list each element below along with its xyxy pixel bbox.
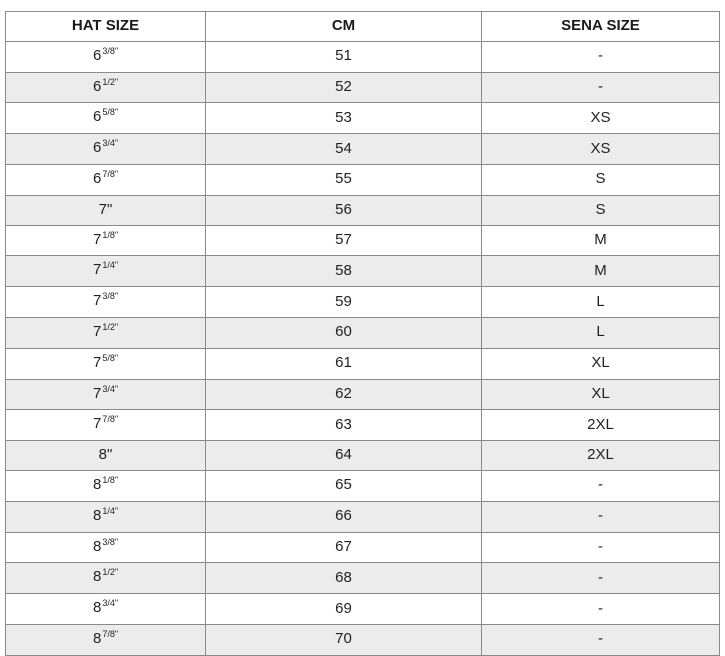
cm-cell: 62 [206,379,482,410]
hat-size-cell [6,624,206,655]
table-row [6,134,720,165]
hat-size-fraction: 1/2" [102,321,119,332]
hat-size-whole: 7 [92,230,102,248]
hat-size-whole: 7 [92,384,102,402]
table-header-row [6,12,720,42]
cm-cell: 53 [206,103,482,134]
hat-size-cell [6,317,206,348]
table-row [6,501,720,532]
table-row [6,225,720,256]
table-row [6,103,720,134]
cm-cell: 57 [206,225,482,256]
hat-size-cell [6,41,206,72]
hat-size-cell [6,348,206,379]
sena-size-cell: 2XL [482,441,720,471]
sena-size-cell: M [482,256,720,287]
hat-size-fraction: 7/8" [102,414,119,425]
hat-size-whole: 7 [92,353,102,371]
sena-size-cell: - [482,624,720,655]
hat-size-fraction: 1/2" [102,76,119,87]
sena-size-cell: L [482,317,720,348]
cm-cell: 58 [206,256,482,287]
hat-size-cell [6,195,206,225]
hat-size-whole: 8 [92,537,102,555]
header-hat-size: HAT SIZE [6,12,206,42]
sena-size-cell: - [482,594,720,625]
hat-size-whole: 8 [92,506,102,524]
hat-size-whole: 8" [98,446,113,464]
table-row [6,532,720,563]
sena-size-cell: M [482,225,720,256]
cm-cell: 52 [206,72,482,103]
hat-size-whole: 6 [92,77,102,95]
table-row [6,72,720,103]
sena-size-cell: - [482,501,720,532]
cm-cell: 55 [206,164,482,195]
table-row [6,348,720,379]
hat-size-fraction: 1/8" [102,474,119,485]
hat-size-cell [6,256,206,287]
hat-size-fraction: 5/8" [102,107,119,118]
hat-size-cell [6,134,206,165]
hat-size-fraction: 7/8" [102,628,119,639]
table-row [6,563,720,594]
hat-size-cell [6,470,206,501]
sena-size-cell: 2XL [482,410,720,441]
table-row [6,164,720,195]
cm-cell: 65 [206,470,482,501]
table-body [6,41,720,655]
hat-size-whole: 7 [92,415,102,433]
table-row [6,317,720,348]
hat-size-whole: 8 [92,629,102,647]
sena-size-cell: - [482,563,720,594]
hat-size-table [5,11,720,656]
sena-size-cell: L [482,287,720,318]
table-row [6,287,720,318]
cm-cell: 67 [206,532,482,563]
cm-cell: 51 [206,41,482,72]
hat-size-cell [6,287,206,318]
table-row [6,594,720,625]
cm-cell: 59 [206,287,482,318]
hat-size-whole: 8 [92,599,102,617]
hat-size-fraction: 3/4" [102,383,119,394]
cm-cell: 56 [206,195,482,225]
hat-size-cell [6,532,206,563]
hat-size-whole: 7" [98,200,113,218]
hat-size-cell [6,379,206,410]
cm-cell: 70 [206,624,482,655]
table-row [6,256,720,287]
sena-size-cell: XL [482,348,720,379]
hat-size-whole: 7 [92,292,102,310]
cm-cell: 69 [206,594,482,625]
hat-size-cell [6,441,206,471]
hat-size-whole: 7 [92,261,102,279]
hat-size-whole: 7 [92,322,102,340]
cm-cell: 60 [206,317,482,348]
sena-size-cell: XL [482,379,720,410]
hat-size-fraction: 1/4" [102,260,119,271]
hat-size-whole: 8 [92,475,102,493]
table-row [6,379,720,410]
hat-size-fraction: 3/8" [102,291,119,302]
hat-size-whole: 8 [92,568,102,586]
hat-size-whole: 6 [92,108,102,126]
sena-size-cell: XS [482,103,720,134]
table-row [6,470,720,501]
header-cm: CM [206,12,482,42]
hat-size-cell [6,225,206,256]
hat-size-cell [6,410,206,441]
hat-size-whole: 6 [92,46,102,64]
sena-size-cell: XS [482,134,720,165]
hat-size-cell [6,563,206,594]
cm-cell: 66 [206,501,482,532]
table-row [6,410,720,441]
cm-cell: 54 [206,134,482,165]
hat-size-fraction: 3/4" [102,138,119,149]
sena-size-cell: - [482,72,720,103]
table-row [6,195,720,225]
sena-size-cell: S [482,195,720,225]
hat-size-fraction: 3/4" [102,598,119,609]
hat-size-whole: 6 [92,169,102,187]
hat-size-fraction: 1/4" [102,505,119,516]
header-sena-size: SENA SIZE [482,12,720,42]
cm-cell: 68 [206,563,482,594]
hat-size-fraction: 7/8" [102,168,119,179]
cm-cell: 61 [206,348,482,379]
hat-size-cell [6,103,206,134]
hat-size-fraction: 5/8" [102,352,119,363]
hat-size-fraction: 1/8" [102,229,119,240]
cm-cell: 63 [206,410,482,441]
hat-size-fraction: 1/2" [102,567,119,578]
hat-size-fraction: 3/8" [102,45,119,56]
table-row [6,441,720,471]
hat-size-cell [6,501,206,532]
sena-size-cell: - [482,41,720,72]
hat-size-whole: 6 [92,139,102,157]
table-row [6,624,720,655]
hat-size-cell [6,164,206,195]
table-row [6,41,720,72]
sena-size-cell: - [482,470,720,501]
hat-size-cell [6,594,206,625]
sena-size-cell: - [482,532,720,563]
cm-cell: 64 [206,441,482,471]
sena-size-cell: S [482,164,720,195]
hat-size-cell [6,72,206,103]
hat-size-fraction: 3/8" [102,536,119,547]
